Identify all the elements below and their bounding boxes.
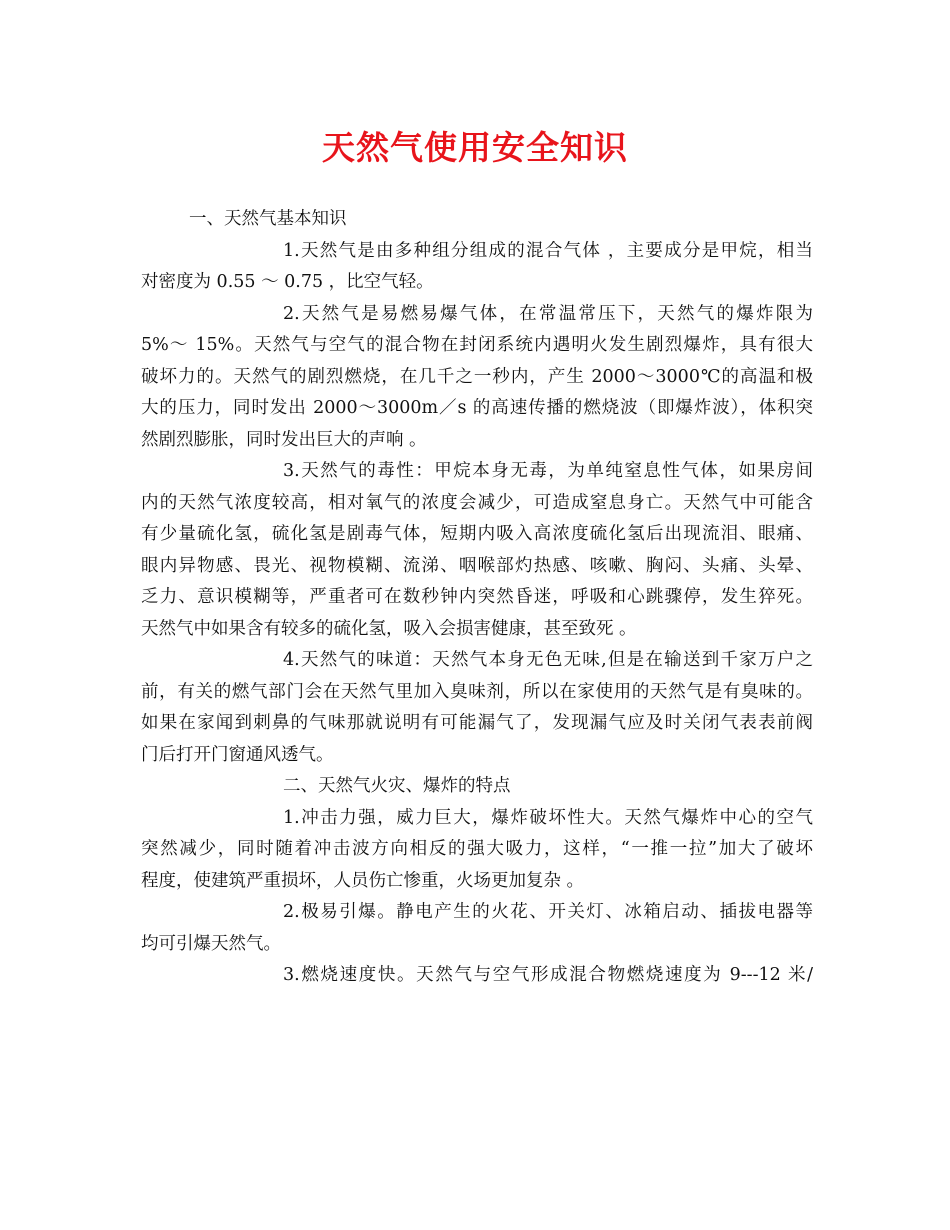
document-title: 天然气使用安全知识: [322, 128, 628, 167]
paragraph-line: 2.天然气是易燃易爆气体，在常温常压下，天然气的爆炸限为: [283, 303, 813, 324]
paragraph-line: 眼内异物感、畏光、视物模糊、流涕、咽喉部灼热感、咳嗽、胸闷、头痛、头晕、: [141, 555, 813, 576]
paragraph-line: 乏力、意识模糊等，严重者可在数秒钟内突然昏迷，呼吸和心跳骤停，发生猝死。: [141, 587, 813, 607]
paragraph-line: 2.极易引爆。静电产生的火花、开关灯、冰箱启动、插拔电器等: [283, 902, 813, 922]
paragraph-line: 一、天然气基本知识: [189, 209, 347, 229]
paragraph-line: 二、天然气火灾、爆炸的特点: [283, 776, 511, 796]
paragraph-line: 破坏力的。天然气的剧烈燃烧，在几千之一秒内，产生 2000～3000℃的高温和极: [141, 366, 813, 387]
paragraph-line: 大的压力，同时发出 2000～3000m／s 的高速传播的燃烧波（即爆炸波），体积突: [141, 398, 813, 418]
paragraph-line: 对密度为 0.55 ～ 0.75 ，比空气轻。: [141, 272, 434, 292]
document-body: [141, 204, 813, 992]
paragraph-line: 程度，使建筑严重损坏，人员伤亡惨重，火场更加复杂 。: [141, 870, 585, 891]
paragraph-line: 门后打开门窗通风透气。: [141, 744, 334, 765]
paragraph-line: 3.天然气的毒性：甲烷本身无毒，为单纯窒息性气体，如果房间: [283, 461, 813, 481]
paragraph-line: 1.天然气是由多种组分组成的混合气体 ，主要成分是甲烷，相当: [283, 240, 813, 261]
paragraph-line: 前，有关的燃气部门会在天然气里加入臭味剂，所以在家使用的天然气是有臭味的。: [141, 681, 813, 702]
paragraph-line: 内的天然气浓度较高，相对氧气的浓度会减少，可造成窒息身亡。天然气中可能含: [141, 492, 813, 513]
paragraph-line: 3.燃烧速度快。天然气与空气形成混合物燃烧速度为 9---12 米/: [283, 965, 813, 985]
paragraph-line: 均可引爆天然气。: [141, 933, 281, 954]
paragraph-line: 1.冲击力强，威力巨大，爆炸破坏性大。天然气爆炸中心的空气: [283, 807, 813, 828]
paragraph-line: 5%～ 15%。天然气与空气的混合物在封闭系统内遇明火发生剧烈爆炸，具有很大: [141, 335, 813, 355]
paragraph-line: 4.天然气的味道：天然气本身无色无味,但是在输送到千家万户之: [283, 650, 813, 670]
paragraph-line: 如果在家闻到刺鼻的气味那就说明有可能漏气了，发现漏气应及时关闭气表表前阀: [141, 713, 813, 733]
paragraph-line: 天然气中如果含有较多的硫化氢，吸入会损害健康，甚至致死 。: [141, 618, 637, 639]
paragraph-line: 然剧烈膨胀，同时发出巨大的声响 。: [141, 429, 427, 450]
paragraph-line: 突然减少，同时随着冲击波方向相反的强大吸力，这样，“一推一拉”加大了破坏: [141, 839, 813, 859]
paragraph-line: 有少量硫化氢，硫化氢是剧毒气体，短期内吸入高浓度硫化氢后出现流泪、眼痛、: [141, 524, 813, 544]
